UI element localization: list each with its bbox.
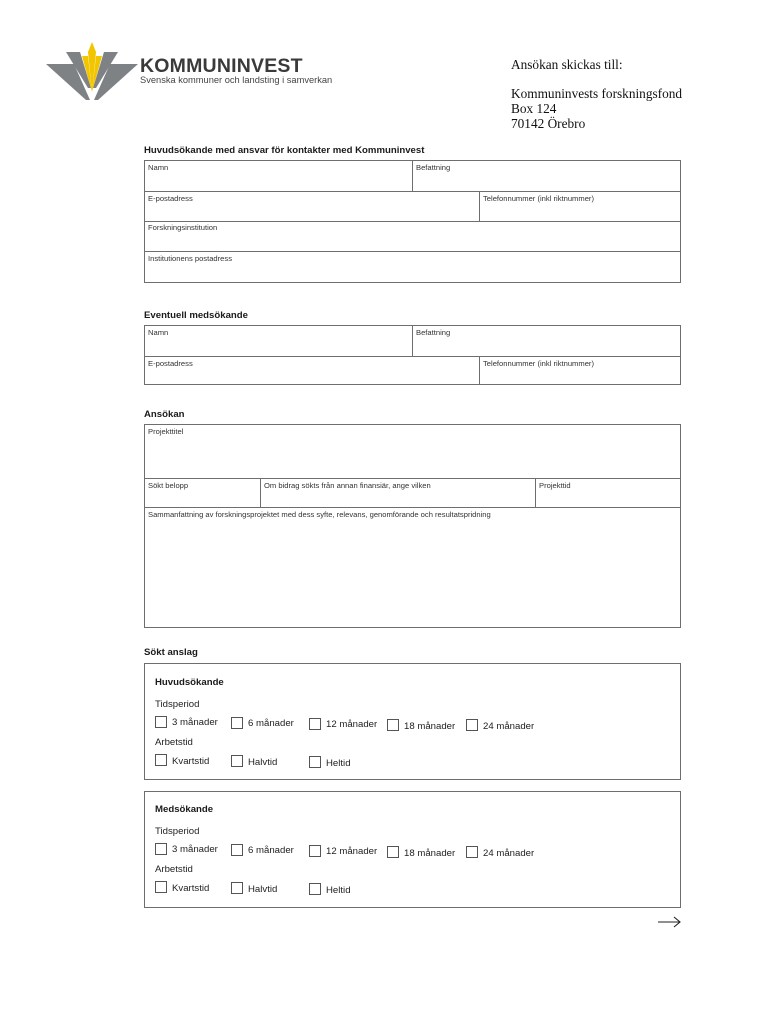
grant-main-period-3[interactable]: [155, 716, 218, 728]
grant-main-worktime-label: Arbetstid: [155, 737, 193, 748]
field-label: Sammanfattning av forskningsprojektet med dess syfte, relevans, genomförande och resultatspridning: [148, 510, 491, 519]
checkbox[interactable]: [309, 845, 321, 857]
option-label: Halvtid: [248, 757, 278, 768]
option-label: 24 månader: [483, 721, 535, 732]
other-funding-field[interactable]: [261, 479, 535, 507]
checkbox[interactable]: [466, 846, 478, 858]
address-line-3: 70142 Örebro: [511, 116, 586, 131]
grant-main-period-6[interactable]: [231, 717, 294, 729]
grant-main-period-label: Tidsperiod: [155, 699, 200, 710]
checkbox[interactable]: [231, 755, 243, 767]
field-label: E-postadress: [148, 194, 193, 203]
field-label: Befattning: [416, 328, 451, 337]
main-name-field[interactable]: [145, 161, 413, 191]
option-label: 3 månader: [172, 717, 218, 728]
grant-co-period-18[interactable]: [387, 846, 455, 859]
checkbox[interactable]: [231, 717, 243, 729]
grant-co-period-24[interactable]: [466, 846, 534, 859]
co-name-field[interactable]: [145, 326, 413, 356]
option-label: 18 månader: [404, 848, 456, 859]
application-title: Ansökan: [144, 409, 185, 420]
grant-co-worktime-full[interactable]: [309, 883, 351, 896]
field-label: Sökt belopp: [148, 481, 189, 490]
application-table: [144, 424, 681, 628]
project-time-field[interactable]: [536, 479, 680, 507]
field-label: Namn: [148, 328, 169, 337]
address-intro: Ansökan skickas till:: [511, 57, 623, 72]
option-label: 24 månader: [483, 848, 535, 859]
option-label: Kvartstid: [172, 883, 210, 894]
option-label: Kvartstid: [172, 756, 210, 767]
field-label: Telefonnummer (inkl riktnummer): [483, 359, 594, 368]
option-label: 12 månader: [326, 719, 378, 730]
address-line-2: Box 124: [511, 101, 557, 116]
logo-name: KOMMUNINVEST: [140, 55, 303, 77]
co-applicant-title: Eventuell medsökande: [144, 310, 248, 321]
grant-main-worktime-full[interactable]: [309, 756, 351, 769]
grant-co-worktime-label: Arbetstid: [155, 864, 193, 875]
option-label: 18 månader: [404, 721, 456, 732]
field-label: Befattning: [416, 163, 451, 172]
grant-co-heading: Medsökande: [155, 804, 214, 815]
grant-main-period-18[interactable]: [387, 719, 455, 732]
field-label: Projekttitel: [148, 427, 184, 436]
option-label: 6 månader: [248, 845, 294, 856]
checkbox[interactable]: [231, 844, 243, 856]
field-label: Projekttid: [539, 481, 571, 490]
checkbox[interactable]: [387, 719, 399, 731]
main-applicant-table: [144, 160, 681, 283]
checkbox[interactable]: [231, 882, 243, 894]
checkbox[interactable]: [155, 754, 167, 766]
kommuninvest-logo-mark-icon: [46, 42, 138, 102]
grant-co-period-6[interactable]: [231, 844, 294, 856]
field-label: E-postadress: [148, 359, 193, 368]
grant-main-heading: Huvudsökande: [155, 677, 224, 688]
field-label: Institutionens postadress: [148, 254, 233, 263]
grant-co-period-3[interactable]: [155, 843, 218, 855]
option-label: Heltid: [326, 885, 351, 896]
grant-main-period-24[interactable]: [466, 719, 534, 732]
option-label: Halvtid: [248, 884, 278, 895]
grant-title: Sökt anslag: [144, 647, 198, 658]
grant-main-worktime-half[interactable]: [231, 755, 277, 768]
grant-co-worktime-half[interactable]: [231, 882, 277, 895]
checkbox[interactable]: [155, 881, 167, 893]
logo-tagline: Svenska kommuner och landsting i samverkan: [140, 75, 333, 85]
summary-field[interactable]: [145, 508, 680, 627]
main-position-field[interactable]: [413, 161, 680, 191]
field-label: Om bidrag sökts från annan finansiär, ange vilken: [264, 481, 431, 490]
co-phone-field[interactable]: [480, 357, 680, 384]
field-label: Telefonnummer (inkl riktnummer): [483, 194, 594, 203]
main-institution-field[interactable]: [145, 221, 680, 251]
main-email-field[interactable]: [145, 192, 480, 221]
arrow-right-icon[interactable]: [657, 915, 682, 929]
co-email-field[interactable]: [145, 357, 480, 384]
checkbox[interactable]: [309, 883, 321, 895]
main-institution-address-field[interactable]: [145, 252, 680, 282]
address-line-1: Kommuninvests forskningsfond: [511, 86, 683, 101]
checkbox[interactable]: [309, 756, 321, 768]
grant-main-worktime-quarter[interactable]: [155, 754, 209, 767]
grant-main-box: [144, 663, 681, 780]
option-label: 3 månader: [172, 844, 218, 855]
project-title-field[interactable]: [145, 425, 680, 478]
checkbox[interactable]: [155, 843, 167, 855]
option-label: Heltid: [326, 758, 351, 769]
grant-co-worktime-quarter[interactable]: [155, 881, 209, 894]
recipient-address: [511, 57, 682, 131]
field-label: Forskningsinstitution: [148, 223, 218, 232]
co-position-field[interactable]: [413, 326, 680, 356]
co-applicant-table: [144, 325, 681, 385]
field-label: Namn: [148, 163, 169, 172]
amount-field[interactable]: [145, 479, 260, 507]
grant-co-box: [144, 791, 681, 908]
option-label: 6 månader: [248, 718, 294, 729]
grant-co-period-label: Tidsperiod: [155, 826, 200, 837]
checkbox[interactable]: [387, 846, 399, 858]
option-label: 12 månader: [326, 846, 378, 857]
checkbox[interactable]: [155, 716, 167, 728]
grant-co-period-12[interactable]: [309, 845, 377, 857]
grant-main-period-12[interactable]: [309, 718, 377, 730]
checkbox[interactable]: [466, 719, 478, 731]
main-applicant-title: Huvudsökande med ansvar för kontakter med Kommuninvest: [144, 145, 425, 156]
main-phone-field[interactable]: [480, 192, 680, 221]
checkbox[interactable]: [309, 718, 321, 730]
